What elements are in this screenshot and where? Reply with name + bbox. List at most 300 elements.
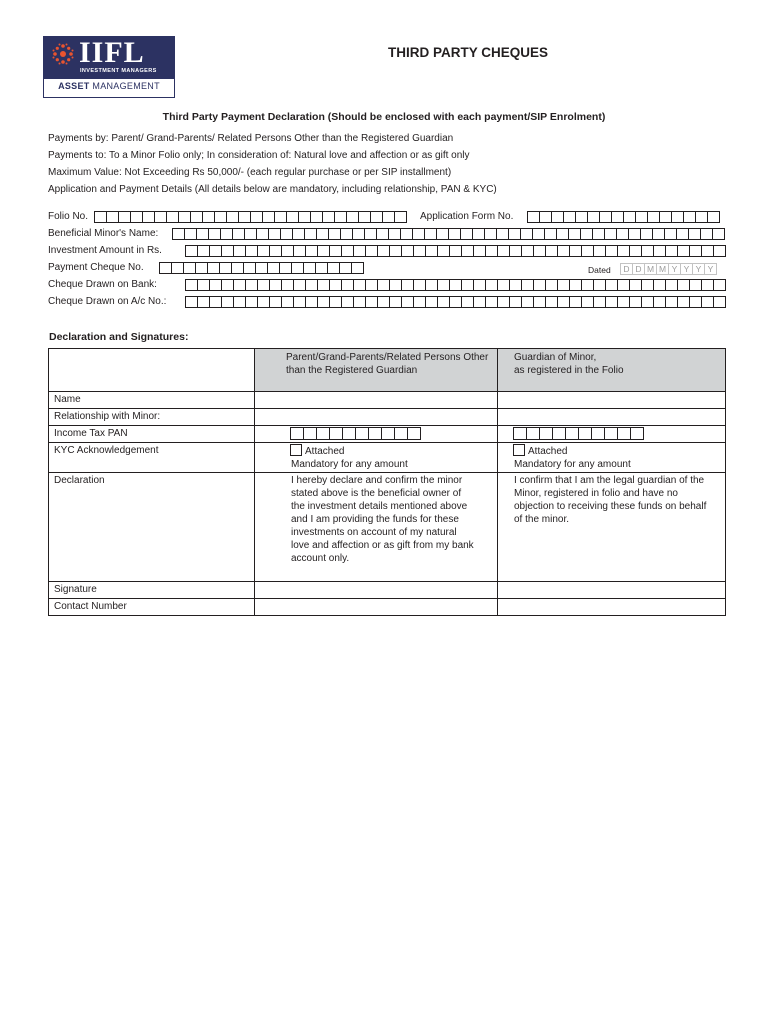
folio-no-boxes-cell[interactable] bbox=[119, 211, 131, 223]
application-form-no-boxes-cell[interactable] bbox=[600, 211, 612, 223]
investment-amount-boxes-cell[interactable] bbox=[390, 245, 402, 257]
folio-no-boxes-cell[interactable] bbox=[95, 211, 107, 223]
beneficial-minor-name-boxes[interactable] bbox=[172, 228, 725, 240]
folio-no-boxes-cell[interactable] bbox=[131, 211, 143, 223]
investment-amount-boxes-cell[interactable] bbox=[210, 245, 222, 257]
investment-amount-boxes-cell[interactable] bbox=[546, 245, 558, 257]
investment-amount-boxes-cell[interactable] bbox=[666, 245, 678, 257]
cheque-drawn-on-ac-boxes-cell[interactable] bbox=[318, 296, 330, 308]
cheque-drawn-on-bank-boxes-cell[interactable] bbox=[558, 279, 570, 291]
investment-amount-boxes-cell[interactable] bbox=[690, 245, 702, 257]
beneficial-minor-name-boxes-cell[interactable] bbox=[197, 228, 209, 240]
application-form-no-boxes-cell[interactable] bbox=[528, 211, 540, 223]
cheque-drawn-on-ac-boxes-cell[interactable] bbox=[450, 296, 462, 308]
beneficial-minor-name-boxes-cell[interactable] bbox=[281, 228, 293, 240]
payment-cheque-no-boxes-cell[interactable] bbox=[232, 262, 244, 274]
application-form-no-boxes-cell[interactable] bbox=[588, 211, 600, 223]
name-third-party-cell[interactable] bbox=[255, 392, 498, 409]
cheque-drawn-on-ac-boxes-cell[interactable] bbox=[462, 296, 474, 308]
pan-third-party-boxes-cell[interactable] bbox=[369, 427, 382, 440]
cheque-drawn-on-bank-boxes-cell[interactable] bbox=[690, 279, 702, 291]
beneficial-minor-name-boxes-cell[interactable] bbox=[389, 228, 401, 240]
cheque-drawn-on-bank-boxes-cell[interactable] bbox=[486, 279, 498, 291]
cheque-drawn-on-bank-boxes-cell[interactable] bbox=[366, 279, 378, 291]
cheque-drawn-on-ac-boxes-cell[interactable] bbox=[558, 296, 570, 308]
cheque-drawn-on-ac-boxes-cell[interactable] bbox=[258, 296, 270, 308]
pan-guardian-boxes-cell[interactable] bbox=[514, 427, 527, 440]
cheque-drawn-on-bank-boxes[interactable] bbox=[185, 279, 726, 291]
cheque-drawn-on-ac-boxes-cell[interactable] bbox=[522, 296, 534, 308]
beneficial-minor-name-boxes-cell[interactable] bbox=[209, 228, 221, 240]
folio-no-boxes-cell[interactable] bbox=[311, 211, 323, 223]
folio-no-boxes-cell[interactable] bbox=[275, 211, 287, 223]
beneficial-minor-name-boxes-cell[interactable] bbox=[437, 228, 449, 240]
investment-amount-boxes-cell[interactable] bbox=[486, 245, 498, 257]
beneficial-minor-name-boxes-cell[interactable] bbox=[413, 228, 425, 240]
cheque-drawn-on-bank-boxes-cell[interactable] bbox=[318, 279, 330, 291]
pan-third-party-boxes-cell[interactable] bbox=[330, 427, 343, 440]
cheque-drawn-on-bank-boxes-cell[interactable] bbox=[198, 279, 210, 291]
application-form-no-boxes-cell[interactable] bbox=[564, 211, 576, 223]
cheque-drawn-on-ac-boxes-cell[interactable] bbox=[306, 296, 318, 308]
relationship-third-party-cell[interactable] bbox=[255, 409, 498, 426]
folio-no-boxes-cell[interactable] bbox=[335, 211, 347, 223]
application-form-no-boxes-cell[interactable] bbox=[660, 211, 672, 223]
beneficial-minor-name-boxes-cell[interactable] bbox=[557, 228, 569, 240]
beneficial-minor-name-boxes-cell[interactable] bbox=[533, 228, 545, 240]
investment-amount-boxes-cell[interactable] bbox=[270, 245, 282, 257]
cheque-drawn-on-bank-boxes-cell[interactable] bbox=[186, 279, 198, 291]
investment-amount-boxes-cell[interactable] bbox=[258, 245, 270, 257]
application-form-no-boxes-cell[interactable] bbox=[672, 211, 684, 223]
cheque-drawn-on-bank-boxes-cell[interactable] bbox=[582, 279, 594, 291]
cheque-drawn-on-ac-boxes-cell[interactable] bbox=[498, 296, 510, 308]
folio-no-boxes-cell[interactable] bbox=[227, 211, 239, 223]
investment-amount-boxes-cell[interactable] bbox=[342, 245, 354, 257]
pan-third-party-boxes-cell[interactable] bbox=[304, 427, 317, 440]
folio-no-boxes-cell[interactable] bbox=[287, 211, 299, 223]
beneficial-minor-name-boxes-cell[interactable] bbox=[665, 228, 677, 240]
pan-guardian-boxes-cell[interactable] bbox=[618, 427, 631, 440]
beneficial-minor-name-boxes-cell[interactable] bbox=[617, 228, 629, 240]
signature-guardian-cell[interactable] bbox=[498, 582, 726, 599]
cheque-drawn-on-bank-boxes-cell[interactable] bbox=[618, 279, 630, 291]
folio-no-boxes-cell[interactable] bbox=[347, 211, 359, 223]
folio-no-boxes-cell[interactable] bbox=[155, 211, 167, 223]
payment-cheque-no-boxes-cell[interactable] bbox=[304, 262, 316, 274]
cheque-drawn-on-ac-boxes-cell[interactable] bbox=[366, 296, 378, 308]
cheque-drawn-on-ac-boxes-cell[interactable] bbox=[606, 296, 618, 308]
beneficial-minor-name-boxes-cell[interactable] bbox=[605, 228, 617, 240]
investment-amount-boxes-cell[interactable] bbox=[330, 245, 342, 257]
date-box-m2: M bbox=[657, 263, 669, 275]
beneficial-minor-name-boxes-cell[interactable] bbox=[401, 228, 413, 240]
payment-cheque-no-boxes-cell[interactable] bbox=[340, 262, 352, 274]
pan-guardian-boxes-cell[interactable] bbox=[527, 427, 540, 440]
investment-amount-boxes-cell[interactable] bbox=[438, 245, 450, 257]
cheque-drawn-on-bank-boxes-cell[interactable] bbox=[630, 279, 642, 291]
cheque-drawn-on-ac-boxes-cell[interactable] bbox=[582, 296, 594, 308]
cheque-drawn-on-bank-boxes-cell[interactable] bbox=[522, 279, 534, 291]
beneficial-minor-name-boxes-cell[interactable] bbox=[425, 228, 437, 240]
beneficial-minor-name-boxes-cell[interactable] bbox=[233, 228, 245, 240]
pan-third-party-boxes-cell[interactable] bbox=[343, 427, 356, 440]
cheque-drawn-on-ac-boxes-cell[interactable] bbox=[198, 296, 210, 308]
investment-amount-boxes-cell[interactable] bbox=[570, 245, 582, 257]
logo-banner bbox=[44, 37, 174, 79]
beneficial-minor-name-boxes-cell[interactable] bbox=[173, 228, 185, 240]
cheque-drawn-on-bank-boxes-cell[interactable] bbox=[354, 279, 366, 291]
investment-amount-boxes-cell[interactable] bbox=[498, 245, 510, 257]
payment-cheque-no-boxes-cell[interactable] bbox=[352, 262, 364, 274]
pan-third-party-cell bbox=[255, 426, 498, 443]
investment-amount-boxes-cell[interactable] bbox=[678, 245, 690, 257]
investment-amount-boxes-cell[interactable] bbox=[234, 245, 246, 257]
date-box-y2: Y bbox=[681, 263, 693, 275]
folio-no-boxes-cell[interactable] bbox=[167, 211, 179, 223]
cheque-drawn-on-ac-boxes-cell[interactable] bbox=[222, 296, 234, 308]
cheque-drawn-on-bank-boxes-cell[interactable] bbox=[294, 279, 306, 291]
investment-amount-boxes-cell[interactable] bbox=[414, 245, 426, 257]
payment-cheque-no-boxes-cell[interactable] bbox=[160, 262, 172, 274]
cheque-drawn-on-bank-boxes-cell[interactable] bbox=[510, 279, 522, 291]
beneficial-minor-name-boxes-cell[interactable] bbox=[473, 228, 485, 240]
cheque-drawn-on-bank-boxes-cell[interactable] bbox=[570, 279, 582, 291]
cheque-drawn-on-ac-boxes-cell[interactable] bbox=[642, 296, 654, 308]
cheque-drawn-on-bank-boxes-cell[interactable] bbox=[606, 279, 618, 291]
cheque-drawn-on-ac-boxes-cell[interactable] bbox=[666, 296, 678, 308]
cheque-drawn-on-ac-boxes-cell[interactable] bbox=[510, 296, 522, 308]
beneficial-minor-name-boxes-cell[interactable] bbox=[689, 228, 701, 240]
application-form-no-boxes-cell[interactable] bbox=[612, 211, 624, 223]
beneficial-minor-name-boxes-cell[interactable] bbox=[521, 228, 533, 240]
investment-amount-boxes-cell[interactable] bbox=[282, 245, 294, 257]
beneficial-minor-name-boxes-cell[interactable] bbox=[713, 228, 725, 240]
cheque-drawn-on-bank-boxes-cell[interactable] bbox=[258, 279, 270, 291]
cheque-drawn-on-ac-boxes-cell[interactable] bbox=[210, 296, 222, 308]
cheque-drawn-on-ac-boxes-cell[interactable] bbox=[234, 296, 246, 308]
payment-cheque-no-boxes-cell[interactable] bbox=[208, 262, 220, 274]
pan-guardian-boxes-cell[interactable] bbox=[579, 427, 592, 440]
investment-amount-boxes-cell[interactable] bbox=[354, 245, 366, 257]
beneficial-minor-name-boxes-cell[interactable] bbox=[221, 228, 233, 240]
contact-guardian-cell[interactable] bbox=[498, 599, 726, 616]
investment-amount-boxes-cell[interactable] bbox=[558, 245, 570, 257]
investment-amount-boxes-cell[interactable] bbox=[510, 245, 522, 257]
cheque-drawn-on-bank-boxes-cell[interactable] bbox=[378, 279, 390, 291]
pan-third-party-boxes-cell[interactable] bbox=[291, 427, 304, 440]
pan-guardian-boxes-cell[interactable] bbox=[631, 427, 644, 440]
cheque-drawn-on-ac-boxes-cell[interactable] bbox=[546, 296, 558, 308]
cheque-drawn-on-bank-boxes-cell[interactable] bbox=[402, 279, 414, 291]
cheque-drawn-on-bank-boxes-cell[interactable] bbox=[642, 279, 654, 291]
cheque-drawn-on-ac-boxes-cell[interactable] bbox=[690, 296, 702, 308]
investment-amount-boxes-cell[interactable] bbox=[246, 245, 258, 257]
beneficial-minor-name-boxes-cell[interactable] bbox=[305, 228, 317, 240]
beneficial-minor-name-boxes-cell[interactable] bbox=[641, 228, 653, 240]
cheque-drawn-on-bank-boxes-cell[interactable] bbox=[234, 279, 246, 291]
cheque-drawn-on-ac-boxes-cell[interactable] bbox=[486, 296, 498, 308]
investment-amount-boxes-cell[interactable] bbox=[522, 245, 534, 257]
cheque-drawn-on-ac-boxes-cell[interactable] bbox=[618, 296, 630, 308]
cheque-drawn-on-bank-boxes-cell[interactable] bbox=[450, 279, 462, 291]
beneficial-minor-name-boxes-cell[interactable] bbox=[245, 228, 257, 240]
folio-no-boxes-cell[interactable] bbox=[383, 211, 395, 223]
cheque-drawn-on-ac-boxes[interactable] bbox=[185, 296, 726, 308]
folio-no-boxes-cell[interactable] bbox=[263, 211, 275, 223]
cheque-drawn-on-bank-boxes-cell[interactable] bbox=[210, 279, 222, 291]
cheque-drawn-on-ac-boxes-cell[interactable] bbox=[570, 296, 582, 308]
folio-no-boxes-cell[interactable] bbox=[215, 211, 227, 223]
beneficial-minor-name-boxes-cell[interactable] bbox=[593, 228, 605, 240]
cheque-drawn-on-bank-boxes-cell[interactable] bbox=[414, 279, 426, 291]
cheque-drawn-on-bank-boxes-cell[interactable] bbox=[678, 279, 690, 291]
beneficial-minor-name-boxes-cell[interactable] bbox=[461, 228, 473, 240]
kyc-guardian-cell bbox=[498, 443, 726, 473]
application-form-no-boxes[interactable] bbox=[527, 211, 720, 223]
folio-no-boxes-cell[interactable] bbox=[251, 211, 263, 223]
application-form-no-boxes-cell[interactable] bbox=[552, 211, 564, 223]
cheque-drawn-on-ac-boxes-cell[interactable] bbox=[270, 296, 282, 308]
application-form-no-boxes-cell[interactable] bbox=[636, 211, 648, 223]
table-row-pan bbox=[49, 426, 726, 443]
pan-third-party-boxes-cell[interactable] bbox=[356, 427, 369, 440]
application-form-no-boxes-cell[interactable] bbox=[696, 211, 708, 223]
table-row-contact bbox=[49, 599, 726, 616]
payment-cheque-no-boxes-cell[interactable] bbox=[184, 262, 196, 274]
investment-amount-boxes-cell[interactable] bbox=[702, 245, 714, 257]
cheque-drawn-on-ac-boxes-cell[interactable] bbox=[438, 296, 450, 308]
logo-tagline: INVESTMENT MANAGERS bbox=[80, 68, 157, 74]
application-form-no-boxes-cell[interactable] bbox=[708, 211, 720, 223]
application-form-no-boxes-cell[interactable] bbox=[684, 211, 696, 223]
beneficial-minor-name-boxes-cell[interactable] bbox=[365, 228, 377, 240]
cheque-drawn-on-bank-boxes-cell[interactable] bbox=[438, 279, 450, 291]
application-form-no-label: Application Form No. bbox=[420, 211, 514, 222]
folio-no-boxes[interactable] bbox=[94, 211, 407, 223]
cheque-drawn-on-ac-boxes-cell[interactable] bbox=[534, 296, 546, 308]
cheque-drawn-on-bank-boxes-cell[interactable] bbox=[666, 279, 678, 291]
row-label-contact: Contact Number bbox=[49, 599, 255, 616]
cheque-drawn-on-bank-boxes-cell[interactable] bbox=[462, 279, 474, 291]
beneficial-minor-name-boxes-cell[interactable] bbox=[341, 228, 353, 240]
application-form-no-boxes-cell[interactable] bbox=[624, 211, 636, 223]
cheque-drawn-on-ac-boxes-cell[interactable] bbox=[378, 296, 390, 308]
cheque-drawn-on-bank-boxes-cell[interactable] bbox=[426, 279, 438, 291]
cheque-drawn-on-bank-boxes-cell[interactable] bbox=[342, 279, 354, 291]
beneficial-minor-name-boxes-cell[interactable] bbox=[629, 228, 641, 240]
investment-amount-boxes-cell[interactable] bbox=[306, 245, 318, 257]
investment-amount-boxes-cell[interactable] bbox=[450, 245, 462, 257]
cheque-drawn-on-ac-boxes-cell[interactable] bbox=[414, 296, 426, 308]
row-label-pan: Income Tax PAN bbox=[49, 426, 255, 443]
investment-amount-boxes-cell[interactable] bbox=[426, 245, 438, 257]
cheque-drawn-on-ac-boxes-cell[interactable] bbox=[474, 296, 486, 308]
investment-amount-boxes-cell[interactable] bbox=[318, 245, 330, 257]
payment-cheque-no-boxes-cell[interactable] bbox=[196, 262, 208, 274]
cheque-drawn-on-bank-boxes-cell[interactable] bbox=[330, 279, 342, 291]
investment-amount-boxes-cell[interactable] bbox=[618, 245, 630, 257]
logo-subtitle: ASSET MANAGEMENT bbox=[58, 81, 160, 91]
pan-guardian-boxes-cell[interactable] bbox=[540, 427, 553, 440]
folio-no-boxes-cell[interactable] bbox=[359, 211, 371, 223]
investment-amount-boxes-cell[interactable] bbox=[714, 245, 726, 257]
folio-no-boxes-cell[interactable] bbox=[299, 211, 311, 223]
beneficial-minor-name-boxes-cell[interactable] bbox=[353, 228, 365, 240]
date-boxes[interactable] bbox=[620, 263, 717, 275]
investment-amount-boxes-cell[interactable] bbox=[366, 245, 378, 257]
cheque-drawn-on-ac-boxes-cell[interactable] bbox=[282, 296, 294, 308]
kyc-guardian-attached-label: Attached bbox=[528, 446, 568, 457]
cheque-drawn-on-ac-boxes-cell[interactable] bbox=[630, 296, 642, 308]
folio-no-boxes-cell[interactable] bbox=[239, 211, 251, 223]
folio-no-boxes-cell[interactable] bbox=[143, 211, 155, 223]
beneficial-minor-name-boxes-cell[interactable] bbox=[269, 228, 281, 240]
investment-amount-boxes-cell[interactable] bbox=[222, 245, 234, 257]
pan-third-party-boxes-cell[interactable] bbox=[382, 427, 395, 440]
beneficial-minor-name-boxes-cell[interactable] bbox=[293, 228, 305, 240]
investment-amount-boxes-cell[interactable] bbox=[630, 245, 642, 257]
beneficial-minor-name-boxes-cell[interactable] bbox=[485, 228, 497, 240]
relationship-guardian-cell[interactable] bbox=[498, 409, 726, 426]
declaration-heading: Third Party Payment Declaration (Should be enclosed with each payment/SIP Enrolment) bbox=[162, 111, 606, 123]
name-guardian-cell[interactable] bbox=[498, 392, 726, 409]
payment-cheque-no-boxes[interactable] bbox=[159, 262, 364, 274]
info-payments-by: Payments by: Parent/ Grand-Parents/ Related Persons Other than the Registered Guardian bbox=[48, 133, 454, 144]
investment-amount-boxes-cell[interactable] bbox=[186, 245, 198, 257]
cheque-drawn-on-bank-boxes-cell[interactable] bbox=[474, 279, 486, 291]
application-form-no-boxes-cell[interactable] bbox=[540, 211, 552, 223]
cheque-drawn-on-ac-boxes-cell[interactable] bbox=[342, 296, 354, 308]
folio-no-boxes-cell[interactable] bbox=[203, 211, 215, 223]
payment-cheque-no-boxes-cell[interactable] bbox=[292, 262, 304, 274]
beneficial-minor-name-boxes-cell[interactable] bbox=[377, 228, 389, 240]
cheque-drawn-on-ac-boxes-cell[interactable] bbox=[354, 296, 366, 308]
folio-no-boxes-cell[interactable] bbox=[107, 211, 119, 223]
pan-guardian-boxes-cell[interactable] bbox=[566, 427, 579, 440]
beneficial-minor-name-boxes-cell[interactable] bbox=[317, 228, 329, 240]
cheque-drawn-on-bank-boxes-cell[interactable] bbox=[222, 279, 234, 291]
cheque-drawn-on-ac-boxes-cell[interactable] bbox=[426, 296, 438, 308]
kyc-third-party-checkbox[interactable] bbox=[290, 444, 302, 456]
folio-no-boxes-cell[interactable] bbox=[191, 211, 203, 223]
cheque-drawn-on-bank-boxes-cell[interactable] bbox=[390, 279, 402, 291]
beneficial-minor-name-boxes-cell[interactable] bbox=[449, 228, 461, 240]
investment-amount-boxes-cell[interactable] bbox=[642, 245, 654, 257]
cheque-drawn-on-ac-boxes-cell[interactable] bbox=[246, 296, 258, 308]
pan-guardian-boxes[interactable] bbox=[513, 427, 644, 440]
beneficial-minor-name-boxes-cell[interactable] bbox=[569, 228, 581, 240]
pan-third-party-boxes[interactable] bbox=[290, 427, 421, 440]
investment-amount-boxes-cell[interactable] bbox=[654, 245, 666, 257]
investment-amount-boxes-cell[interactable] bbox=[582, 245, 594, 257]
investment-amount-boxes-cell[interactable] bbox=[378, 245, 390, 257]
cheque-drawn-on-ac-boxes-cell[interactable] bbox=[714, 296, 726, 308]
row-label-signature: Signature bbox=[49, 582, 255, 599]
cheque-drawn-on-bank-boxes-cell[interactable] bbox=[306, 279, 318, 291]
page-title: THIRD PARTY CHEQUES bbox=[388, 45, 549, 60]
folio-no-boxes-cell[interactable] bbox=[371, 211, 383, 223]
payment-cheque-no-boxes-cell[interactable] bbox=[316, 262, 328, 274]
cheque-drawn-on-ac-boxes-cell[interactable] bbox=[330, 296, 342, 308]
beneficial-minor-name-boxes-cell[interactable] bbox=[497, 228, 509, 240]
cheque-drawn-on-bank-boxes-cell[interactable] bbox=[246, 279, 258, 291]
kyc-guardian-checkbox[interactable] bbox=[513, 444, 525, 456]
folio-no-boxes-cell[interactable] bbox=[323, 211, 335, 223]
cheque-drawn-on-ac-boxes-cell[interactable] bbox=[594, 296, 606, 308]
cheque-drawn-on-bank-boxes-cell[interactable] bbox=[282, 279, 294, 291]
pan-guardian-boxes-cell[interactable] bbox=[592, 427, 605, 440]
beneficial-minor-name-boxes-cell[interactable] bbox=[677, 228, 689, 240]
cheque-drawn-on-bank-boxes-cell[interactable] bbox=[702, 279, 714, 291]
cheque-drawn-on-ac-boxes-cell[interactable] bbox=[294, 296, 306, 308]
pan-third-party-boxes-cell[interactable] bbox=[408, 427, 421, 440]
payment-cheque-no-boxes-cell[interactable] bbox=[328, 262, 340, 274]
investment-amount-boxes[interactable] bbox=[185, 245, 726, 257]
cheque-drawn-on-ac-boxes-cell[interactable] bbox=[390, 296, 402, 308]
contact-third-party-cell[interactable] bbox=[255, 599, 498, 616]
investment-amount-boxes-cell[interactable] bbox=[402, 245, 414, 257]
beneficial-minor-name-boxes-cell[interactable] bbox=[581, 228, 593, 240]
cheque-drawn-on-ac-boxes-cell[interactable] bbox=[678, 296, 690, 308]
beneficial-minor-name-boxes-cell[interactable] bbox=[257, 228, 269, 240]
payment-cheque-no-boxes-cell[interactable] bbox=[220, 262, 232, 274]
pan-third-party-boxes-cell[interactable] bbox=[317, 427, 330, 440]
table-header-blank bbox=[49, 349, 255, 392]
beneficial-minor-name-boxes-cell[interactable] bbox=[545, 228, 557, 240]
pan-third-party-boxes-cell[interactable] bbox=[395, 427, 408, 440]
investment-amount-boxes-cell[interactable] bbox=[198, 245, 210, 257]
beneficial-minor-name-boxes-cell[interactable] bbox=[509, 228, 521, 240]
folio-no-boxes-cell[interactable] bbox=[395, 211, 407, 223]
beneficial-minor-name-boxes-cell[interactable] bbox=[185, 228, 197, 240]
pan-guardian-boxes-cell[interactable] bbox=[553, 427, 566, 440]
cheque-drawn-on-bank-boxes-cell[interactable] bbox=[498, 279, 510, 291]
signature-third-party-cell[interactable] bbox=[255, 582, 498, 599]
payment-cheque-no-boxes-cell[interactable] bbox=[244, 262, 256, 274]
cheque-drawn-on-ac-boxes-cell[interactable] bbox=[702, 296, 714, 308]
table-row-relationship bbox=[49, 409, 726, 426]
cheque-drawn-on-ac-boxes-cell[interactable] bbox=[186, 296, 198, 308]
beneficial-minor-name-boxes-cell[interactable] bbox=[701, 228, 713, 240]
cheque-drawn-on-bank-boxes-cell[interactable] bbox=[594, 279, 606, 291]
investment-amount-boxes-cell[interactable] bbox=[474, 245, 486, 257]
payment-cheque-no-boxes-cell[interactable] bbox=[256, 262, 268, 274]
investment-amount-boxes-cell[interactable] bbox=[294, 245, 306, 257]
cheque-drawn-on-ac-boxes-cell[interactable] bbox=[654, 296, 666, 308]
cheque-drawn-on-bank-boxes-cell[interactable] bbox=[534, 279, 546, 291]
folio-no-boxes-cell[interactable] bbox=[179, 211, 191, 223]
payment-cheque-no-boxes-cell[interactable] bbox=[172, 262, 184, 274]
application-form-no-boxes-cell[interactable] bbox=[648, 211, 660, 223]
investment-amount-boxes-cell[interactable] bbox=[462, 245, 474, 257]
payment-cheque-no-boxes-cell[interactable] bbox=[268, 262, 280, 274]
investment-amount-boxes-cell[interactable] bbox=[534, 245, 546, 257]
cheque-drawn-on-bank-boxes-cell[interactable] bbox=[270, 279, 282, 291]
cheque-drawn-on-ac-boxes-cell[interactable] bbox=[402, 296, 414, 308]
cheque-drawn-on-bank-boxes-cell[interactable] bbox=[546, 279, 558, 291]
application-form-no-boxes-cell[interactable] bbox=[576, 211, 588, 223]
pan-guardian-boxes-cell[interactable] bbox=[605, 427, 618, 440]
payment-cheque-no-boxes-cell[interactable] bbox=[280, 262, 292, 274]
iifl-logo bbox=[43, 36, 175, 98]
investment-amount-boxes-cell[interactable] bbox=[606, 245, 618, 257]
beneficial-minor-name-boxes-cell[interactable] bbox=[329, 228, 341, 240]
cheque-drawn-on-bank-boxes-cell[interactable] bbox=[654, 279, 666, 291]
cheque-drawn-on-bank-boxes-cell[interactable] bbox=[714, 279, 726, 291]
investment-amount-boxes-cell[interactable] bbox=[594, 245, 606, 257]
beneficial-minor-name-boxes-cell[interactable] bbox=[653, 228, 665, 240]
